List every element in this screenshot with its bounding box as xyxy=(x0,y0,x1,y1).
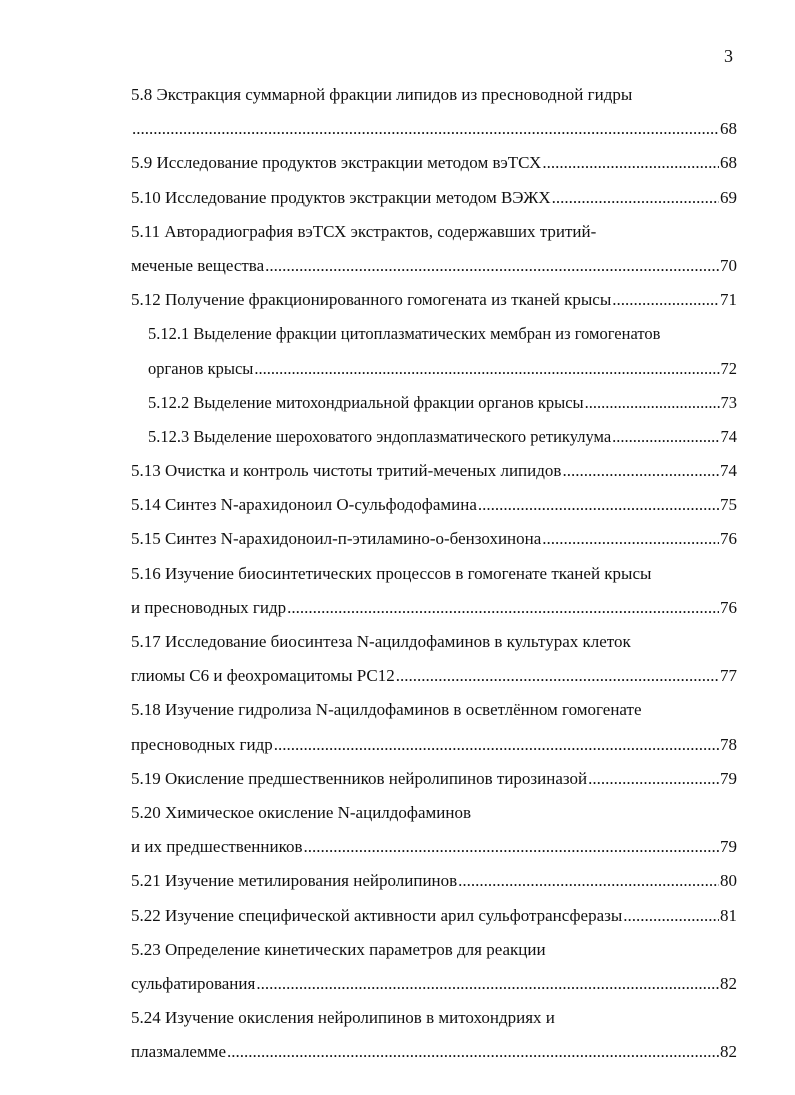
toc-entry-title: 5.20 Химическое окисление N-ацилдофаминов xyxy=(131,802,471,822)
toc-page-number: 76 xyxy=(720,597,737,617)
toc-entry-title: 5.14 Синтез N-арахидоноил О-сульфодофамина xyxy=(131,495,477,515)
toc-page-number: 69 xyxy=(720,187,737,207)
toc-entry[interactable] xyxy=(131,283,737,317)
toc-page-number: 74 xyxy=(720,461,737,481)
toc-page-number: 68 xyxy=(720,153,737,173)
toc-entry-title: сульфатирования xyxy=(131,973,256,993)
toc-entry-title: 5.15 Синтез N-арахидоноил-п-этиламино-о-бензохинона xyxy=(131,529,542,549)
toc-entry-title: 5.9 Исследование продуктов экстракции методом вэТСХ xyxy=(131,153,542,173)
toc-page-number: 73 xyxy=(720,392,737,412)
toc-entry-title: 5.22 Изучение специфической активности арил сульфотрансферазы xyxy=(131,905,623,925)
dot-leader xyxy=(562,454,719,488)
toc-entry-title: 5.19 Окисление предшественников нейролипинов тирозиназой xyxy=(131,768,588,788)
dot-leader xyxy=(612,420,719,454)
toc-entry-title: 5.16 Изучение биосинтетических процессов в гомогенате тканей крысы xyxy=(131,563,652,583)
dot-leader xyxy=(588,762,719,796)
toc-page-number: 81 xyxy=(720,905,737,925)
dot-leader xyxy=(287,591,719,625)
dot-leader xyxy=(256,967,719,1001)
toc-entry-title: 5.12.1 Выделение фракции цитоплазматических мембран из гомогенатов xyxy=(148,324,661,344)
toc-entry-title: глиомы С6 и феохромацитомы РС12 xyxy=(131,666,395,686)
toc-page-number: 70 xyxy=(720,255,737,275)
toc-entry-title: 5.12.3 Выделение шероховатого эндоплазматического ретикулума xyxy=(148,426,612,446)
toc-entry-title: 5.10 Исследование продуктов экстракции методом ВЭЖХ xyxy=(131,187,551,207)
toc-page-number: 76 xyxy=(720,529,737,549)
toc-entry[interactable] xyxy=(131,146,737,180)
toc-entry[interactable] xyxy=(131,181,737,215)
toc-entry[interactable] xyxy=(131,488,737,522)
toc-page-number: 75 xyxy=(720,495,737,515)
page-number: 3 xyxy=(724,46,733,66)
toc-page-number: 79 xyxy=(720,837,737,857)
dot-leader xyxy=(458,864,719,898)
table-of-contents xyxy=(131,78,737,1069)
toc-entry[interactable] xyxy=(131,625,737,693)
dot-leader xyxy=(542,522,719,556)
toc-entry[interactable] xyxy=(131,796,737,864)
toc-subentry[interactable] xyxy=(131,386,737,420)
toc-entry[interactable] xyxy=(131,1001,737,1069)
toc-entry-title: 5.12 Получение фракционированного гомогената из тканей крысы xyxy=(131,290,612,310)
toc-entry-title: пресноводных гидр xyxy=(131,734,273,754)
toc-entry[interactable] xyxy=(131,762,737,796)
toc-entry[interactable] xyxy=(131,693,737,761)
toc-entry-title: плазмалемме xyxy=(131,1042,227,1062)
toc-entry-title: органов крысы xyxy=(148,358,254,378)
toc-subentry[interactable] xyxy=(131,317,737,385)
toc-entry-title: 5.23 Определение кинетических параметров для реакции xyxy=(131,939,546,959)
toc-entry-title: 5.17 Исследование биосинтеза N-ацилдофаминов в культурах клеток xyxy=(131,632,631,651)
toc-entry-title: и их предшественников xyxy=(131,837,303,857)
toc-entry-title: и пресноводных гидр xyxy=(131,597,287,617)
toc-entry[interactable] xyxy=(131,933,737,1001)
toc-page-number: 72 xyxy=(720,358,737,378)
toc-entry[interactable] xyxy=(131,215,737,283)
toc-entry-title: 5.13 Очистка и контроль чистоты тритий-меченых липидов xyxy=(131,461,562,481)
toc-page-number: 82 xyxy=(720,1042,737,1062)
toc-entry-title: 5.24 Изучение окисления нейролипинов в митохондриях и xyxy=(131,1008,555,1028)
toc-entry[interactable] xyxy=(131,78,737,146)
toc-page-number: 68 xyxy=(720,119,737,139)
toc-page-number: 79 xyxy=(720,768,737,788)
dot-leader xyxy=(227,1035,719,1069)
toc-entry[interactable] xyxy=(131,557,737,625)
dot-leader xyxy=(132,112,719,146)
toc-page-number: 77 xyxy=(720,666,737,686)
dot-leader xyxy=(254,352,719,386)
toc-entry-title: 5.21 Изучение метилирования нейролипинов xyxy=(131,871,458,891)
toc-entry[interactable] xyxy=(131,864,737,898)
toc-entry-title: меченые вещества xyxy=(131,255,265,275)
toc-entry-title: 5.12.2 Выделение митохондриальной фракции органов крысы xyxy=(148,392,584,412)
dot-leader xyxy=(304,830,720,864)
toc-page-number: 71 xyxy=(720,290,737,310)
toc-entry-title: 5.8 Экстракция суммарной фракции липидов из пресноводной гидры xyxy=(131,85,633,104)
dot-leader xyxy=(265,249,719,283)
toc-entry[interactable] xyxy=(131,522,737,556)
dot-leader xyxy=(542,146,719,180)
dot-leader xyxy=(612,283,719,317)
dot-leader xyxy=(396,659,719,693)
toc-entry-title: 5.18 Изучение гидролиза N-ацилдофаминов в осветлённом гомогенате xyxy=(131,700,642,720)
toc-entry[interactable] xyxy=(131,899,737,933)
dot-leader xyxy=(478,488,719,522)
toc-entry[interactable] xyxy=(131,454,737,488)
dot-leader xyxy=(623,899,719,933)
dot-leader xyxy=(552,181,719,215)
toc-page-number: 78 xyxy=(720,734,737,754)
toc-subentry[interactable] xyxy=(131,420,737,454)
toc-entry-title: 5.11 Авторадиография вэТСХ экстрактов, содержавших тритий- xyxy=(131,221,597,241)
toc-page-number: 80 xyxy=(720,871,737,891)
toc-page-number: 74 xyxy=(720,426,737,446)
dot-leader xyxy=(585,386,720,420)
toc-page-number: 82 xyxy=(720,973,737,993)
dot-leader xyxy=(274,728,719,762)
